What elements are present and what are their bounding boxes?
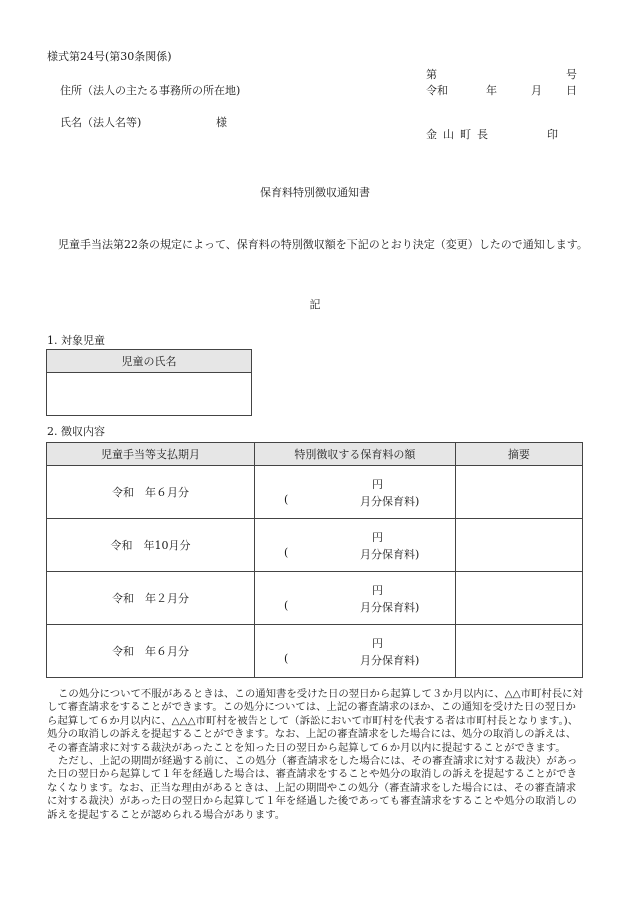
form-number: 様式第24号(第30条関係) (47, 50, 172, 63)
child-name-cell[interactable] (47, 373, 252, 416)
col-payment-period: 児童手当等支払期月 (47, 443, 255, 466)
open-paren: ( (283, 599, 289, 612)
month-fee-note: 月分保育料) (359, 601, 420, 614)
body-paragraph: 児童手当法第22条の規定によって、保育料の特別徴収額を下記のとおり決定（変更）したので通知します。 (58, 238, 588, 251)
issuer-mayor: 金山町長 (426, 128, 494, 141)
collection-table (46, 442, 583, 678)
reference-dai: 第 (426, 68, 437, 81)
remarks-cell[interactable] (455, 572, 582, 625)
yen-unit: 円 (371, 637, 383, 650)
remarks-cell[interactable] (455, 519, 582, 572)
col-amount: 特別徴収する保育料の額 (254, 443, 455, 466)
date-day: 日 (566, 84, 577, 97)
honorific-sama: 様 (216, 116, 227, 129)
appeal-notice (47, 688, 583, 822)
appeal-notice-paragraph-1: この処分について不服があるときは、この通知書を受けた日の翌日から起算して３か月以内に、△△市町村長に対して審査請求をすることができます。この処分については、上記の審査請求のほか、この通知を受けた日の翌日から起算して６か月以内に、△△△市町村を被告として（訴訟において市町村を代表する者は市町村長となります。)、処分の取消しの訴えを提起することができます。なお、上記の審査請求をした場合には、処分の取消しの訴えは、その審査請求に対する裁決があったことを知った日の翌日から起算して６か月以内に提起することができます。 (47, 688, 583, 754)
child-table (46, 349, 252, 416)
appeal-notice-paragraph-2: ただし、上記の期間が経過する前に、この処分（審査請求をした場合には、その審査請求に対する裁決）があった日の翌日から起算して１年を経過した場合は、審査請求をすることや処分の取消しの訴えを提起することができなくなります。なお、正当な理由があるときは、上記の期間やこの処分（審査請求をした場合には、その審査請求に対する裁決）があった日の翌日から起算して１年を経過した後であっても審査請求をすることや処分の取消しの訴えを提起することが認められる場合があります。 (47, 755, 578, 821)
date-year: 年 (486, 84, 497, 97)
month-fee-note: 月分保育料) (359, 548, 420, 561)
open-paren: ( (283, 652, 289, 665)
amount-cell[interactable] (254, 572, 455, 625)
month-fee-note: 月分保育料) (359, 495, 420, 508)
amount-cell[interactable] (254, 519, 455, 572)
table-row (47, 466, 583, 519)
date-month: 月 (531, 84, 542, 97)
seal-mark: 印 (547, 128, 558, 141)
amount-cell[interactable] (254, 625, 455, 678)
yen-unit: 円 (371, 531, 383, 544)
reference-go: 号 (566, 68, 577, 81)
remarks-cell[interactable] (455, 625, 582, 678)
table-row (47, 572, 583, 625)
amount-cell[interactable] (254, 466, 455, 519)
name-label: 氏名（法人名等) (60, 116, 142, 129)
date-era: 令和 (426, 84, 448, 97)
child-name-header: 児童の氏名 (47, 350, 252, 373)
open-paren: ( (283, 546, 289, 559)
remarks-cell[interactable] (455, 466, 582, 519)
period-cell: 令和 年10月分 (47, 519, 255, 572)
period-cell: 令和 年２月分 (47, 572, 255, 625)
document-title: 保育料特別徴収通知書 (260, 186, 370, 199)
section2-heading: 2. 徴収内容 (47, 425, 105, 438)
address-label: 住所（法人の主たる事務所の所在地) (60, 84, 241, 97)
month-fee-note: 月分保育料) (359, 654, 420, 667)
col-remarks: 摘要 (455, 443, 582, 466)
table-row (47, 519, 583, 572)
section1-heading: 1. 対象児童 (47, 334, 105, 347)
table-row (47, 625, 583, 678)
open-paren: ( (283, 493, 289, 506)
ki-heading: 記 (309, 298, 321, 311)
yen-unit: 円 (371, 584, 383, 597)
period-cell: 令和 年６月分 (47, 625, 255, 678)
yen-unit: 円 (371, 478, 383, 491)
period-cell: 令和 年６月分 (47, 466, 255, 519)
